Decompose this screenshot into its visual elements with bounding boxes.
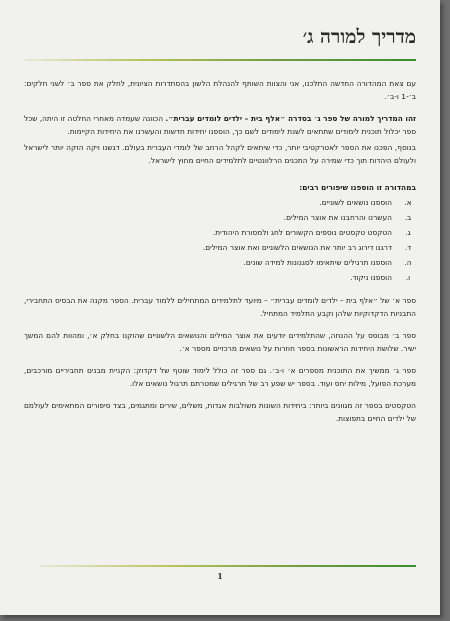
- list-item: [24, 273, 416, 282]
- improvements-list: [24, 198, 416, 282]
- footer-divider: [40, 565, 416, 567]
- list-item: [24, 213, 416, 222]
- list-letter: ה.: [404, 258, 412, 267]
- series-lead: זהו המדריך למורה של ספר ג׳ בסדרה ״אלף בית – ילדים לומדים עברית״.: [165, 114, 417, 123]
- list-item: [24, 258, 416, 267]
- list-text: דרגנו דירוג רב יותר את הנושאים הלשוניים ואת אוצר המילים.: [202, 243, 392, 252]
- list-letter: ב.: [404, 213, 412, 222]
- page-title: מדריך למורה ג׳: [302, 26, 416, 48]
- list-text: הטקסט טקסטים נוספים הקשורים לחג ולמסורת היהודית.: [212, 228, 392, 237]
- list-item: [24, 228, 416, 237]
- list-text: הוספנו תרגילים שיתאימו לסגנונות למידה שונים.: [243, 258, 392, 267]
- title-divider: [24, 59, 416, 61]
- paragraph-additions: בנוסף, הפכנו את הספר לאטרקטיבי יותר, כדי שיתאים לקהל הרחב של לומדי העברית בעולם. דגשנו ויקה הזקה יותר לישראל ולעולם היהדות תוך כדי שמירה על התכנים הרלוונטיים לתלמידים החיים מחוץ לישראל.: [24, 143, 416, 165]
- paragraph-book-a: ספר א׳ של ״אלף בית – ילדים לומדים עברית״ – מיועד לתלמידים המתחילים ללמוד עברית. הספר מקנה את הבסיס התחבירי, התבניות הדקדוקיות שלהן וקבע התלמיד המתחיל.: [24, 296, 416, 318]
- page-number: 1: [217, 571, 223, 581]
- list-item: [24, 243, 416, 252]
- list-item: [24, 198, 416, 207]
- list-text: הוספנו נושאים לשוניים.: [319, 198, 392, 207]
- paragraph-book-b: ספר ב׳ מבוסס על ההנחה, שהתלמידים יודעים את אוצר המילים והנושאים הלשוניים שהוקנו בחלק א׳, ומהוות להם המשך ישיר. שלושת היחידות הראשונות בספר חוזרות על נושאים מרכזיים מספר א׳.: [24, 331, 416, 353]
- paragraph-series: [24, 112, 416, 138]
- paragraph-texts: הטקסטים בספר זה מגוונים ביותר: ביחידות השונות משולבות אגדות, משלים, שירים ומתגמים, בצד סיפורים המתאימים לעולמם של ילדים החיים בתפוצות.: [24, 401, 416, 423]
- list-letter: ד.: [404, 243, 412, 252]
- improvements-heading: במהדורה זו הוספנו שיפורים רבים:: [299, 183, 416, 192]
- list-text: העשרנו והרחבנו את אוצר המילים.: [283, 213, 392, 222]
- list-letter: א.: [404, 198, 412, 207]
- list-text: הוספנו ניקוד.: [350, 273, 392, 282]
- series-text: הכוונה שעמדה מאחרי החלטה זו היתה, שכל ספר יכלול תוכנית לימודים שתתאים לשנת לימודים לשם כך, הוספנו יחידות חדשות והעשרנו את היחידות הקיימות.: [24, 114, 416, 136]
- paragraph-book-c: ספר ג׳ ממשיך את התוכנית מספרים א׳ ו-ב׳. גם ספר זה כולל לימוד שוטף של דקדוק: הקניית מבנים תחביריים מורכבים, מערכת הפועל, מילות יחס ועוד. בספר יש שפע רב של תרגילים שמטרתם תרגול נושאים אלו.: [24, 366, 416, 388]
- paragraph-intro: עם צאת המהדורה החדשה התלכנו, אני והצוות השותף להנהלת הלשון בהסתדרות הציונית, לחלק את ספר ב׳ לשני חלקים: ב׳-1 ו-ב׳.: [24, 79, 416, 101]
- page-content: [24, 26, 416, 434]
- list-letter: ו.: [405, 273, 411, 282]
- list-letter: ג.: [405, 228, 411, 237]
